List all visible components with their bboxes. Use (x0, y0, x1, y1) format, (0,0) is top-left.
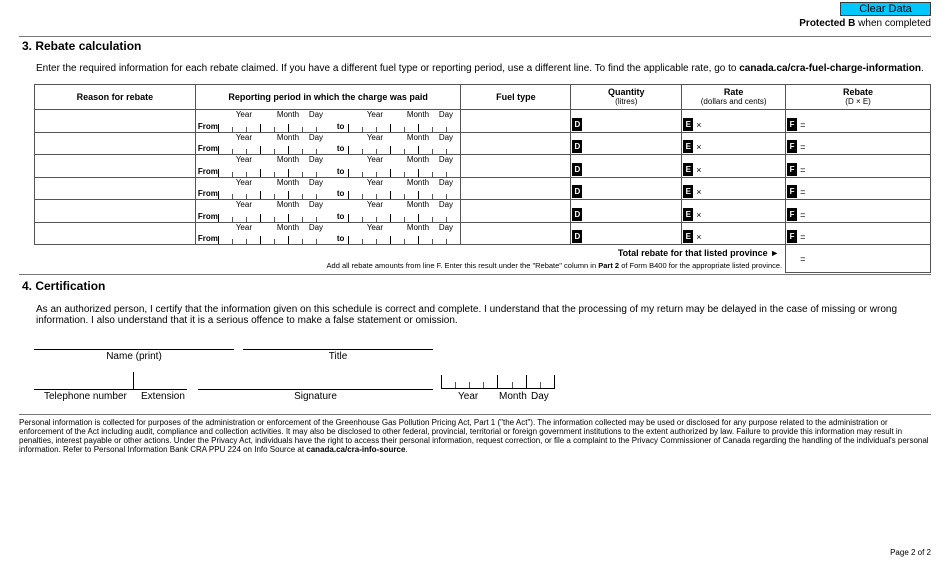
date-tick (418, 124, 419, 132)
equals-sign: = (800, 187, 806, 197)
to-date-field[interactable] (348, 164, 456, 177)
day-label: Day (308, 177, 324, 187)
month-label: Month (406, 222, 430, 232)
rate-field[interactable] (682, 110, 786, 133)
date-tick (316, 172, 317, 177)
date-tick (418, 169, 419, 177)
total-rebate-note (327, 261, 783, 270)
period-cell (195, 132, 461, 155)
total-label-text: Total rebate for that listed province (617, 248, 768, 258)
date-tick (446, 217, 447, 222)
col-header-period: Reporting period in which the charge was paid (195, 85, 461, 110)
date-tick (432, 127, 433, 132)
date-tick (218, 191, 219, 199)
total-rebate-field[interactable] (786, 245, 931, 273)
date-tick (404, 127, 405, 132)
day-label: Day (308, 155, 324, 164)
equals-sign: = (800, 142, 806, 152)
to-label: to (336, 144, 345, 153)
date-tick (274, 149, 275, 154)
date-tick (316, 217, 317, 222)
certification-text: As an authorized person, I certify that the information given on this schedule is correct and complete. I understand that the processing of my return may be delayed in the case of missing or wrong information. I also understand that it is a serious offence to make a false statement or omission. (36, 304, 898, 326)
period-cell (195, 155, 461, 178)
fuel-type-field[interactable] (461, 132, 571, 155)
date-tick (404, 239, 405, 244)
month-label: Month (406, 110, 430, 119)
date-tick (376, 217, 377, 222)
date-tick (446, 239, 447, 244)
intro-text: Enter the required information for each rebate claimed. If you have a different fuel type or reporting period, use a different line. To find the applicable rate, go to (36, 63, 737, 74)
line-e-label: E (683, 185, 693, 198)
total-note-bold: Part 2 (598, 261, 620, 270)
equals-sign: = (800, 232, 806, 242)
date-tick (432, 172, 433, 177)
day-label: Day (438, 222, 454, 232)
day-label: Day (438, 132, 454, 142)
year-label: Year (235, 222, 252, 232)
times-sign: × (696, 209, 702, 220)
date-tick (260, 191, 261, 199)
col-header-quantity (571, 85, 682, 110)
line-f-label: F (787, 163, 797, 176)
times-sign: × (696, 142, 702, 152)
fuel-charge-link[interactable]: canada.ca/cra-fuel-charge-information (739, 63, 921, 74)
day-label: Day (438, 200, 454, 209)
date-tick (246, 194, 247, 199)
date-tick (274, 217, 275, 222)
date-tick (469, 382, 470, 388)
from-label: From (197, 211, 218, 221)
date-tick (288, 214, 289, 222)
date-tick (418, 146, 419, 154)
rebate-sub: (D × E) (845, 97, 871, 106)
quantity-title: Quantity (608, 87, 645, 97)
rebate-field[interactable] (786, 222, 931, 245)
telephone-field[interactable] (34, 389, 187, 390)
month-label: Month (406, 200, 430, 209)
day-label: Day (308, 110, 324, 119)
protected-b-label (799, 18, 931, 29)
date-tick (441, 375, 442, 388)
date-tick (218, 124, 219, 132)
to-label: to (336, 121, 345, 131)
date-tick (362, 239, 363, 244)
date-tick (390, 169, 391, 177)
date-tick (418, 191, 419, 199)
date-tick (218, 214, 219, 222)
rebate-row (35, 110, 931, 133)
rebate-field[interactable] (786, 132, 931, 155)
phone-ext-divider (133, 372, 134, 389)
day-label: Day (308, 132, 324, 142)
year-label: Year (235, 177, 252, 187)
year-label: Year (366, 200, 383, 209)
year-label: Year (366, 132, 383, 142)
reason-field[interactable] (35, 110, 196, 133)
date-tick (362, 149, 363, 154)
year-label: Year (366, 155, 383, 164)
period-cell (195, 110, 461, 133)
fuel-type-field[interactable] (461, 177, 571, 200)
date-tick (302, 127, 303, 132)
rate-sub: (dollars and cents) (700, 97, 767, 106)
year-label: Year (235, 200, 252, 209)
date-tick (390, 191, 391, 199)
clear-data-button[interactable]: Clear Data (840, 2, 931, 16)
from-label: From (197, 166, 218, 176)
date-tick (274, 194, 275, 199)
date-tick (362, 217, 363, 222)
date-tick (218, 236, 219, 244)
line-f-label: F (787, 140, 797, 153)
date-tick (376, 172, 377, 177)
equals-sign: = (800, 119, 806, 130)
fuel-type-field[interactable] (461, 155, 571, 178)
rate-field[interactable] (682, 177, 786, 200)
line-f-label: F (787, 185, 797, 198)
date-tick (316, 239, 317, 244)
reason-field[interactable] (35, 155, 196, 178)
times-sign: × (696, 187, 702, 197)
date-tick (376, 239, 377, 244)
signature-field[interactable] (198, 389, 433, 390)
date-tick (316, 127, 317, 132)
date-tick (246, 149, 247, 154)
day-label: Day (438, 177, 454, 187)
month-label: Month (276, 155, 300, 164)
date-tick (554, 375, 555, 388)
date-tick (288, 191, 289, 199)
date-tick (418, 214, 419, 222)
rebate-row (35, 132, 931, 155)
rebate-field[interactable] (786, 155, 931, 178)
name-field[interactable] (34, 349, 234, 350)
date-tick (246, 127, 247, 132)
title-label: Title (328, 351, 348, 362)
equals-sign: = (800, 164, 806, 175)
date-tick (302, 217, 303, 222)
month-label: Month (276, 110, 300, 119)
date-tick (376, 149, 377, 154)
to-date-field[interactable] (348, 231, 456, 244)
year-label: Year (366, 222, 383, 232)
year-label: Year (235, 110, 252, 119)
total-equals: = (800, 254, 806, 264)
date-tick (288, 169, 289, 177)
day-label: Day (308, 222, 324, 232)
col-header-reason: Reason for rebate (35, 85, 196, 110)
date-tick (483, 382, 484, 388)
date-tick (246, 172, 247, 177)
from-date-field[interactable] (218, 231, 326, 244)
day-label: Day (438, 110, 454, 119)
line-d-label: D (572, 208, 582, 221)
date-tick (348, 191, 349, 199)
month-label: Month (406, 177, 430, 187)
date-tick (390, 146, 391, 154)
line-e-label: E (683, 140, 693, 153)
date-tick (302, 239, 303, 244)
privacy-notice-text: Personal information is collected for purposes of the administration or enforcement of the Greenhouse Gas Pollution Pricing Act, Part 1 ("the Act"). The information collected may be used or disclosed for any purpose related to the administration or enforcement of the Act including audit, compliance and collection activities. It may also be disclosed to other federal, provincial, territorial or foreign government institutions to the extent authorized by law. Failure to provide this information may result in penalties, interest payable or other actions. Under the Privacy Act, individuals have the right to access their personal information, request correction, or file a complaint to the Privacy Commissioner of Canada regarding the handling of the individual's personal information. Refer to Personal Information Bank CRA PPU 224 on Info Source at (19, 418, 929, 454)
times-sign: × (696, 232, 702, 242)
date-tick (390, 214, 391, 222)
times-sign: × (696, 119, 702, 130)
month-label: Month (276, 222, 300, 232)
year-label: Year (235, 132, 252, 142)
from-label: From (197, 189, 218, 198)
date-tick (404, 194, 405, 199)
date-tick (246, 239, 247, 244)
section4-title: 4. Certification (22, 279, 106, 293)
rate-field[interactable] (682, 200, 786, 223)
from-date-field[interactable] (218, 186, 326, 199)
divider-top (19, 36, 931, 37)
date-tick (362, 127, 363, 132)
date-tick (260, 169, 261, 177)
period-cell (195, 200, 461, 223)
date-tick (260, 146, 261, 154)
rate-title: Rate (723, 87, 744, 97)
equals-sign: = (800, 209, 806, 220)
date-tick (274, 127, 275, 132)
date-tick (260, 124, 261, 132)
col-header-fuel: Fuel type (461, 85, 571, 110)
info-source-link[interactable]: canada.ca/cra-info-source (306, 445, 406, 454)
line-e-label: E (683, 118, 693, 131)
to-label: to (336, 234, 345, 243)
date-tick (455, 382, 456, 388)
line-d-label: D (572, 140, 582, 153)
month-label: Month (276, 177, 300, 187)
col-header-rate (682, 85, 786, 110)
divider-mid (19, 274, 931, 275)
line-f-label: F (787, 230, 797, 243)
date-tick (274, 239, 275, 244)
date-tick (348, 214, 349, 222)
total-note-end: of Form B400 for the appropriate listed province. (621, 261, 783, 270)
year-label: Year (235, 155, 252, 164)
total-rebate-label (618, 248, 779, 258)
reason-field[interactable] (35, 132, 196, 155)
rebate-field[interactable] (786, 200, 931, 223)
rebate-field[interactable] (786, 177, 931, 200)
times-sign: × (696, 164, 702, 175)
to-label: to (336, 211, 345, 221)
rate-field[interactable] (682, 155, 786, 178)
from-label: From (197, 234, 218, 243)
fuel-type-field[interactable] (461, 222, 571, 245)
extension-label: Extension (141, 391, 185, 402)
date-tick (432, 239, 433, 244)
date-tick (232, 172, 233, 177)
intro-end: . (920, 63, 924, 74)
to-date-field[interactable] (348, 119, 456, 132)
from-date-field[interactable] (218, 209, 326, 222)
date-tick (288, 124, 289, 132)
line-e-label: E (683, 163, 693, 176)
date-tick (232, 217, 233, 222)
year-label: Year (366, 177, 383, 187)
to-label: to (336, 189, 345, 198)
date-tick (232, 127, 233, 132)
date-tick (404, 172, 405, 177)
signature-label: Signature (294, 391, 337, 402)
privacy-notice-end: . (405, 445, 408, 454)
to-label: to (336, 166, 345, 176)
rate-field[interactable] (682, 222, 786, 245)
date-tick (540, 382, 541, 388)
month-label: Month (406, 132, 430, 142)
to-date-field[interactable] (348, 141, 456, 154)
date-tick (362, 194, 363, 199)
rebate-row (35, 200, 931, 223)
date-tick (390, 124, 391, 132)
telephone-label: Telephone number (44, 391, 127, 402)
date-tick (446, 127, 447, 132)
line-e-label: E (683, 230, 693, 243)
section3-title: 3. Rebate calculation (22, 39, 142, 53)
page-number: Page 2 of 2 (890, 548, 931, 557)
protected-b-rest: when completed (858, 18, 931, 29)
line-e-label: E (683, 208, 693, 221)
date-tick (316, 194, 317, 199)
quantity-field[interactable] (571, 200, 682, 223)
date-tick (404, 149, 405, 154)
from-label: From (197, 121, 218, 131)
period-cell (195, 177, 461, 200)
month-label: Month (276, 132, 300, 142)
line-f-label: F (787, 208, 797, 221)
name-label: Name (print) (106, 351, 162, 362)
to-date-field[interactable] (348, 209, 456, 222)
date-tick (432, 217, 433, 222)
rebate-title: Rebate (843, 87, 874, 97)
date-tick (390, 236, 391, 244)
date-tick (526, 375, 527, 388)
date-tick (218, 169, 219, 177)
date-tick (348, 236, 349, 244)
date-tick (348, 169, 349, 177)
reason-field[interactable] (35, 200, 196, 223)
date-tick (218, 146, 219, 154)
date-tick (362, 172, 363, 177)
period-cell (195, 222, 461, 245)
date-tick (288, 146, 289, 154)
privacy-notice (19, 418, 931, 454)
date-tick (232, 194, 233, 199)
rebate-row (35, 155, 931, 178)
date-tick (302, 194, 303, 199)
line-d-label: D (572, 163, 582, 176)
date-tick (246, 217, 247, 222)
date-tick (232, 149, 233, 154)
total-note-start: Add all rebate amounts from line F. Enter this result under the "Rebate" column in (326, 261, 597, 270)
date-tick (418, 236, 419, 244)
from-date-field[interactable] (218, 141, 326, 154)
year-label: Year (366, 110, 383, 119)
date-tick (497, 375, 498, 388)
rebate-table (34, 84, 931, 273)
rebate-field[interactable] (786, 110, 931, 133)
rebate-row (35, 222, 931, 245)
date-tick (446, 149, 447, 154)
date-tick (432, 194, 433, 199)
cert-day-label: Day (531, 391, 549, 402)
date-tick (348, 146, 349, 154)
divider-bottom (19, 414, 931, 415)
date-tick (260, 214, 261, 222)
date-tick (376, 194, 377, 199)
date-tick (260, 236, 261, 244)
date-tick (232, 239, 233, 244)
date-tick (512, 382, 513, 388)
date-tick (376, 127, 377, 132)
quantity-field[interactable] (571, 132, 682, 155)
to-date-field[interactable] (348, 186, 456, 199)
date-tick (274, 172, 275, 177)
quantity-field[interactable] (571, 177, 682, 200)
quantity-field[interactable] (571, 222, 682, 245)
cert-year-label: Year (458, 391, 479, 402)
date-tick (432, 149, 433, 154)
reason-field[interactable] (35, 177, 196, 200)
section3-intro (36, 63, 924, 74)
fuel-type-field[interactable] (461, 200, 571, 223)
line-f-label: F (787, 118, 797, 131)
quantity-field[interactable] (571, 155, 682, 178)
reason-field[interactable] (35, 222, 196, 245)
month-label: Month (276, 200, 300, 209)
certification-date-field[interactable] (441, 376, 555, 389)
quantity-sub: (litres) (615, 97, 638, 106)
from-date-field[interactable] (218, 164, 326, 177)
line-d-label: D (572, 230, 582, 243)
date-tick (446, 172, 447, 177)
title-field[interactable] (243, 349, 433, 350)
date-tick (302, 149, 303, 154)
protected-b-bold: Protected B (799, 18, 856, 29)
month-label: Month (406, 155, 430, 164)
fuel-type-field[interactable] (461, 110, 571, 133)
col-header-rebate (786, 85, 931, 110)
line-d-label: D (572, 185, 582, 198)
from-date-field[interactable] (218, 119, 326, 132)
rebate-row (35, 177, 931, 200)
from-label: From (197, 144, 218, 153)
cert-month-label: Month (499, 391, 527, 402)
date-tick (302, 172, 303, 177)
day-label: Day (438, 155, 454, 164)
day-label: Day (308, 200, 324, 209)
date-tick (348, 124, 349, 132)
date-tick (446, 194, 447, 199)
rate-field[interactable] (682, 132, 786, 155)
line-d-label: D (572, 118, 582, 131)
date-tick (288, 236, 289, 244)
date-tick (404, 217, 405, 222)
arrow-right-icon: ► (770, 248, 780, 258)
quantity-field[interactable] (571, 110, 682, 133)
date-tick (316, 149, 317, 154)
